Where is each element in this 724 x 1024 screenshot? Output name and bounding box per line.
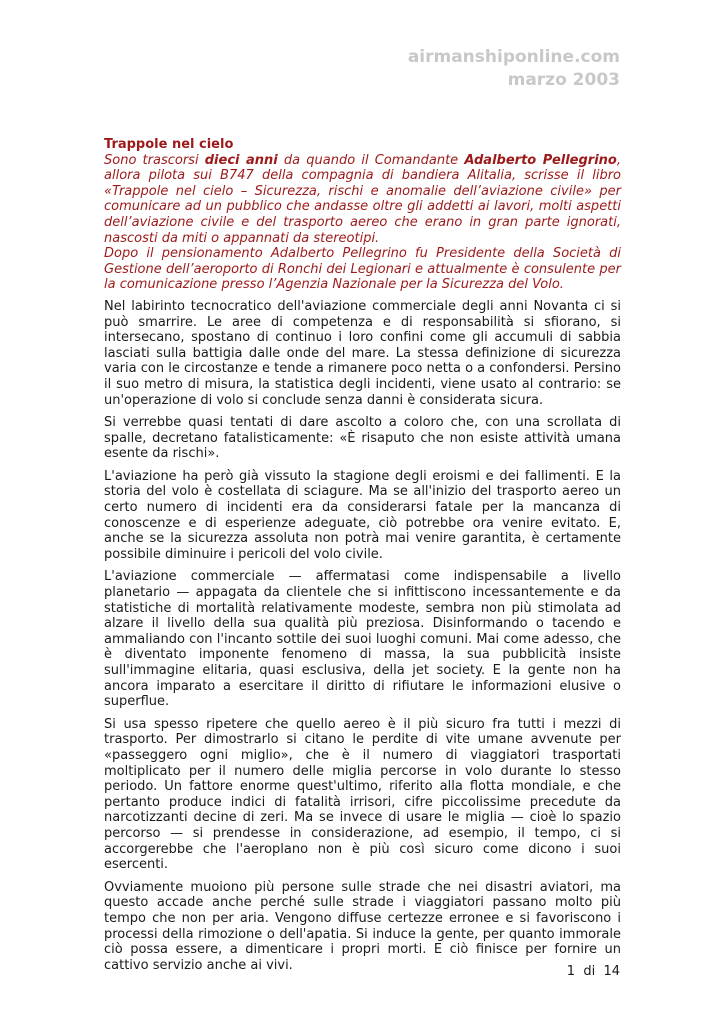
body-paragraph: Ovviamente muoiono più persone sulle strade che nei disastri aviatori, ma questo accade anche perché sulle strade i viaggiatori passano molto più tempo che non per aria. Vengono diffuse certezze erronee e si favoriscono i processi della rimozione o dell'apatia. Si induce la gente, per quanto immorale ciò possa essere, a dimenticare i propri morti. E ciò finisce per fornire un cattivo servizio anche ai vivi.: [104, 879, 621, 973]
page-header: [408, 46, 620, 92]
intro-paragraph-1: [104, 153, 621, 247]
body-paragraph: Nel labirinto tecnocratico dell'aviazione commerciale degli anni Novanta ci si può smarrire. Le aree di competenza e di responsabilità si sfiorano, si intersecano, spostano di continuo i loro confini come gli accumuli di sabbia lasciati sulla battigia dalle onde del mare. La stessa definizione di sicurezza varia con le circostanze e tende a rimanere poco netta o a confondersi. Persino il suo metro di misura, la statistica degli incidenti, viene usato al contrario: se un'operazione di volo si conclude senza danni è considerata sicura.: [104, 298, 621, 408]
header-date: marzo 2003: [507, 70, 620, 90]
body-paragraph: L'aviazione ha però già vissuto la stagione degli eroismi e dei fallimenti. E la storia del volo è costellata di sciagure. Ma se all'inizio del trasporto aereo un certo numero di incidenti era da considerarsi fatale per la mancanza di conoscenze e di esperienze adeguate, ciò potrebbe ora venire evitato. E, anche se la sicurezza assoluta non potrà mai venire garantita, è certamente possibile diminuire i pericoli del volo civile.: [104, 468, 621, 562]
intro-text: Sono trascorsi: [104, 152, 205, 168]
intro-paragraph-2: Dopo il pensionamento Adalberto Pellegrino fu Presidente della Società di Gestione dell’aeroporto di Ronchi dei Legionari e attualmente è consulente per la comunicazione presso l’Agenzia Nazionale per la Sicurezza del Volo.: [104, 246, 621, 293]
page-number: 1 di 14: [566, 964, 620, 979]
document-body: [104, 137, 621, 980]
body-paragraph: Si verrebbe quasi tentati di dare ascolto a coloro che, con una scrollata di spalle, decretano fatalisticamente: «È risaputo che non esiste attività umana esente da rischi».: [104, 415, 621, 462]
body-paragraph: L'aviazione commerciale — affermatasi come indispensabile a livello planetario — appagata da clientele che si infittiscono incessantemente e da statistiche di mortalità relativamente modeste, sembra non più stimolata ad alzare il livello della sua qualità più preziosa. Disinformando o tacendo e ammaliando con l'incanto sottile dei suoi luoghi comuni. Mai come adesso, che è diventato imponente fenomeno di massa, la sua pubblicità insiste sull'immagine elitaria, quasi esclusiva, della jet society. E la gente non ha ancora imparato a esercitare il diritto di rifiutare le informazioni elusive o superflue.: [104, 569, 621, 710]
intro-text: , allora pilota sui B747 della compagnia di bandiera Alitalia, scrisse il libro «Trappole nel cielo – Sicurezza, rischi e anomalie dell’aviazione civile» per comunicare ad un pubblico che andasse oltre gli addetti ai lavori, molti aspetti dell’aviazione civile e del trasporto aereo che erano in gran parte ignorati, nascosti da miti o appannati da stereotipi.: [104, 152, 621, 246]
article-title: Trappole nel cielo: [104, 137, 234, 152]
intro-author-name: Adalberto Pellegrino: [464, 152, 617, 168]
intro-section: [104, 137, 621, 293]
header-site: airmanshiponline.com: [407, 47, 620, 67]
intro-text: da quando il Comandante: [277, 152, 465, 168]
body-paragraph: Si usa spesso ripetere che quello aereo è il più sicuro fra tutti i mezzi di trasporto. Per dimostrarlo si citano le perdite di vite umane avvenute per «passeggero ogni miglio», che è il numero di viaggiatori trasportati moltiplicato per il numero delle miglia percorse in volo durante lo stesso periodo. Un fattore enorme quest'ultimo, riferito alla flotta mondiale, e che pertanto produce indici di fatalità irrisori, cifre piccolissime precedute da narcotizzanti decine di zeri. Ma se invece di usare le miglia — cioè lo spazio percorso — si prendesse in considerazione, ad esempio, il tempo, ci si accorgerebbe che l'aeroplano non è più così sicuro come dicono i suoi esercenti.: [104, 716, 621, 873]
intro-emphasis: dieci anni: [204, 152, 278, 168]
